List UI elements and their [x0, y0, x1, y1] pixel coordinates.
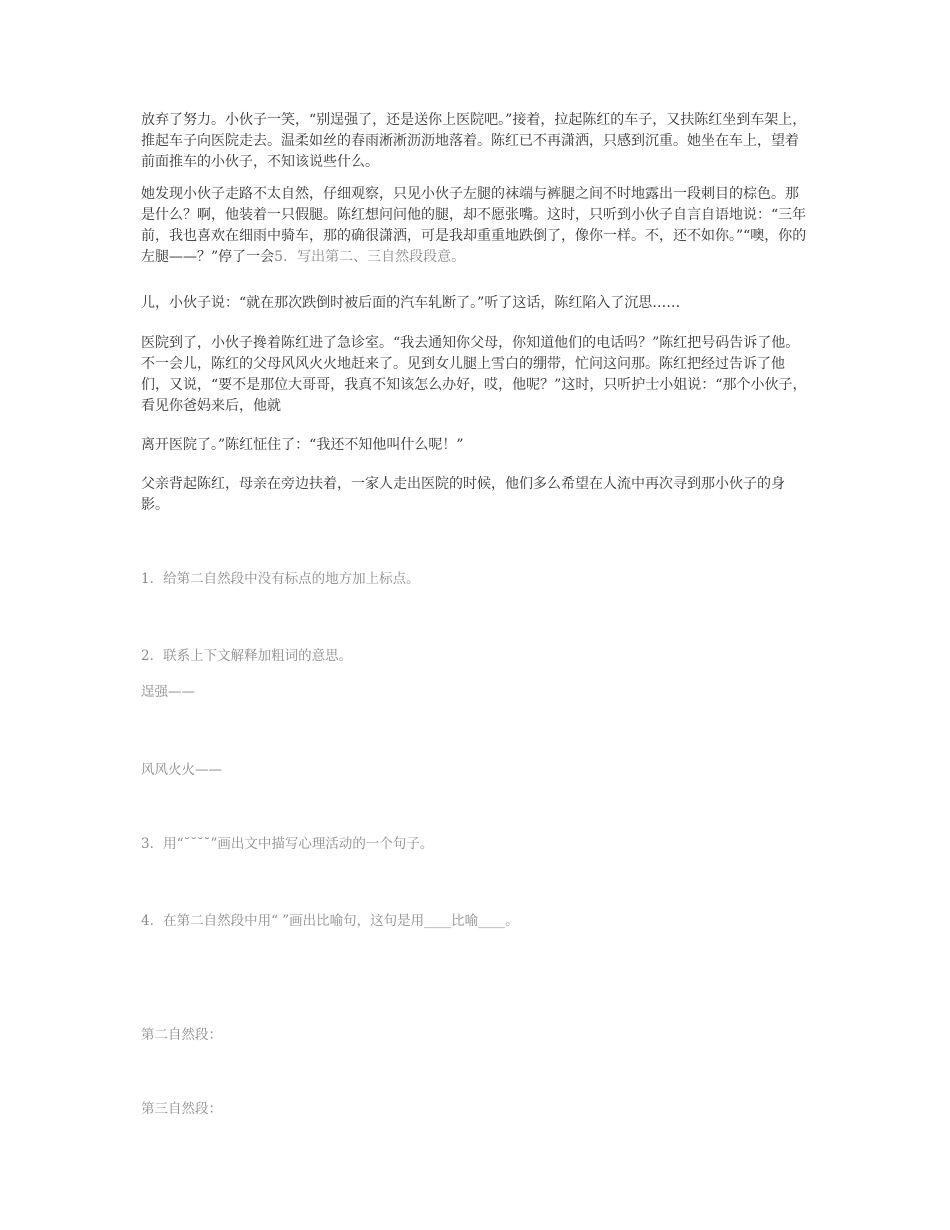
question-2: 2．联系上下文解释加粗词的意思。 [141, 648, 353, 664]
passage-paragraph-6: 父亲背起陈红，母亲在旁边扶着，一家人走出医院的时候，他们多么希望在人流中再次寻到那小伙子的身影。 [141, 476, 785, 513]
question-5-paragraph-2-label: 第二自然段： [141, 1027, 222, 1043]
passage-paragraph-2-text: 她发现小伙子走路不太自然，仔细观察，只见小伙子左腿的袜端与裤腿之间不时地露出一段刺目的棕色。那是什么？啊，他装着一只假腿。陈红想问问他的腿，却不愿张嘴。这时，只听到小伙子自言自语地说：“三年前，我也喜欢在细雨中骑车，那的确很潇洒，可是我却重重地跌倒了，像你一样。不，还不如你。”“噢，你的左腿——？”停了一会 [141, 186, 807, 265]
question-4: 4．在第二自然段中用“ ”画出比喻句，这句是用____比喻____。 [141, 913, 519, 929]
question-5-paragraph-3-label: 第三自然段： [141, 1101, 222, 1117]
question-2-word-1: 逞强—— [141, 684, 195, 700]
passage-paragraph-3: 儿，小伙子说：“就在那次跌倒时被后面的汽车轧断了。”听了这话，陈红陷入了沉思…… [141, 295, 681, 311]
question-2-word-2: 风风火火—— [141, 762, 222, 778]
passage-paragraph-2 [141, 184, 809, 268]
question-5-prompt: 5．写出第二、三自然段段意。 [274, 249, 466, 265]
passage-paragraph-1: 放弃了努力。小伙子一笑，“别逞强了，还是送你上医院吧。”接着，拉起陈红的车子，又扶陈红坐到车架上，推起车子向医院走去。温柔如丝的春雨淅淅沥沥地落着。陈红已不再潇洒，只感到沉重。她坐在车上，望着前面推车的小伙子，不知该说些什么。 [141, 112, 807, 170]
question-1: 1．给第二自然段中没有标点的地方加上标点。 [141, 571, 420, 587]
question-3: 3．用“˘˘˘˘”画出文中描写心理活动的一个句子。 [141, 836, 434, 852]
passage-paragraph-4: 医院到了，小伙子搀着陈红进了急诊室。“我去通知你父母，你知道他们的电话吗？”陈红把号码告诉了他。不一会儿，陈红的父母风风火火地赶来了。见到女儿腿上雪白的绷带，忙问这问那。陈红把经过告诉了他们，又说，“要不是那位大哥哥，我真不知该怎么办好，哎，他呢？”这时，只听护士小姐说：“那个小伙子，看见你爸妈来后，他就 [141, 335, 807, 414]
passage-paragraph-5: 离开医院了。”陈红怔住了：“我还不知他叫什么呢！” [141, 437, 464, 453]
